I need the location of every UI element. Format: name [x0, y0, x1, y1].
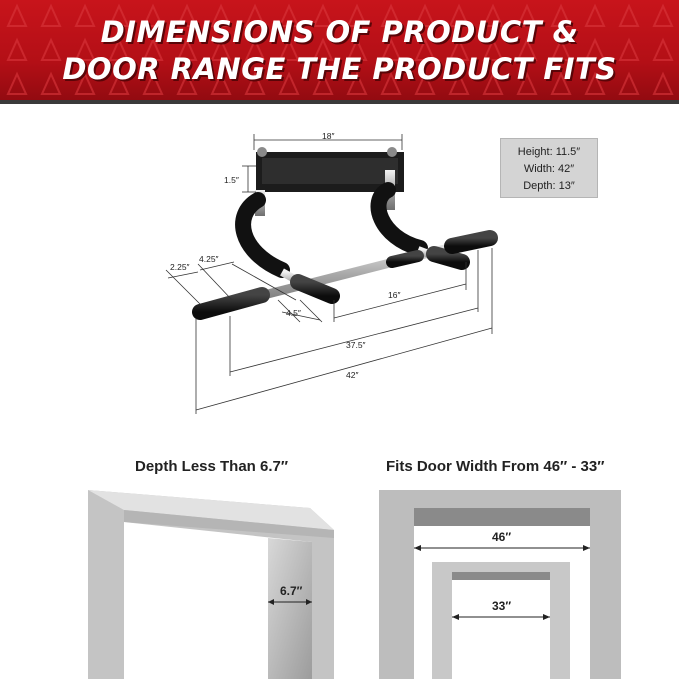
dim-overall-width: 42″ [346, 370, 359, 380]
dim-top-bar: 18″ [322, 131, 335, 141]
dim-grip-spacing: 4.25″ [199, 254, 219, 264]
depth-section-title: Depth Less Than 6.7″ [135, 458, 289, 475]
dim-grip-width: 4.5″ [286, 308, 301, 318]
inner-door-frame [432, 562, 570, 679]
banner-title-line-1: DIMENSIONS OF PRODUCT & [100, 15, 579, 49]
spec-width: Width: 42″ [523, 163, 575, 175]
spec-height: Height: 11.5″ [517, 146, 581, 158]
inner-width-label: 33″ [492, 599, 512, 613]
outer-width-label: 46″ [492, 530, 512, 544]
width-section-title: Fits Door Width From 46″ - 33″ [386, 458, 605, 475]
banner-title-line-2: DOOR RANGE THE PRODUCT FITS [62, 52, 617, 86]
dim-inner-span: 37.5″ [346, 340, 366, 350]
dim-grip-offset: 2.25″ [170, 262, 190, 272]
dim-center-span: 16″ [388, 290, 401, 300]
dim-bracket-height: 1.5″ [224, 175, 239, 185]
depth-value-label: 6.7″ [280, 584, 303, 598]
spec-depth: Depth: 13″ [523, 180, 575, 192]
